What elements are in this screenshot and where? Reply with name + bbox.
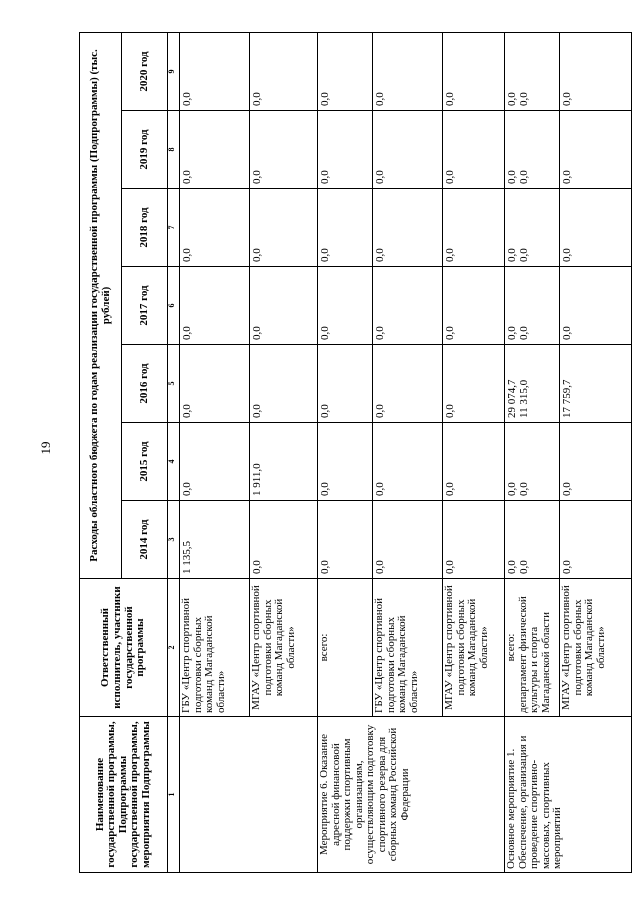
value-text: 0,0 bbox=[319, 326, 331, 340]
value-cell bbox=[373, 111, 443, 189]
value-text: 0,0 bbox=[506, 326, 518, 340]
column-number: 5 bbox=[168, 345, 180, 423]
value-text: 0,0 bbox=[251, 170, 263, 184]
value-text: 0,0 bbox=[319, 482, 331, 496]
column-number: 2 bbox=[168, 579, 180, 717]
header-year: 2019 год bbox=[122, 111, 168, 189]
executor-cell bbox=[560, 579, 632, 717]
value-cell bbox=[250, 189, 318, 267]
value-cell bbox=[505, 501, 560, 579]
value-text: 0,0 bbox=[506, 560, 518, 574]
value-text: 0,0 bbox=[518, 170, 530, 184]
value-text: 0,0 bbox=[319, 92, 331, 106]
value-cell bbox=[560, 501, 632, 579]
value-text: 0,0 bbox=[444, 326, 456, 340]
budget-table bbox=[79, 32, 632, 873]
value-cell bbox=[180, 267, 250, 345]
value-cell bbox=[505, 32, 560, 110]
value-text: 0,0 bbox=[518, 482, 530, 496]
value-text: 0,0 bbox=[561, 170, 573, 184]
executor-name: всего: bbox=[318, 633, 330, 662]
value-cell bbox=[505, 267, 560, 345]
header-year: 2018 год bbox=[122, 189, 168, 267]
value-text: 0,0 bbox=[561, 482, 573, 496]
value-cell bbox=[318, 189, 373, 267]
value-text: 0,0 bbox=[251, 560, 263, 574]
value-cell bbox=[180, 111, 250, 189]
value-cell bbox=[250, 501, 318, 579]
value-text: 0,0 bbox=[319, 248, 331, 262]
value-cell bbox=[373, 267, 443, 345]
value-cell bbox=[443, 501, 505, 579]
value-cell bbox=[250, 32, 318, 110]
value-text: 0,0 bbox=[561, 326, 573, 340]
value-text: 0,0 bbox=[444, 404, 456, 418]
value-cell bbox=[250, 423, 318, 501]
value-cell bbox=[443, 189, 505, 267]
value-cell bbox=[250, 345, 318, 423]
value-cell bbox=[443, 423, 505, 501]
value-text: 17 759,7 bbox=[561, 379, 573, 418]
value-text: 29 074,7 bbox=[506, 379, 518, 418]
value-text: 1 135,5 bbox=[181, 541, 193, 574]
value-cell bbox=[318, 345, 373, 423]
value-cell bbox=[250, 111, 318, 189]
value-cell bbox=[373, 189, 443, 267]
page-number: 19 bbox=[38, 441, 53, 455]
value-text: 0,0 bbox=[444, 92, 456, 106]
executor-name: ГБУ «Центр спортивной подготовки сборных команд Магаданской области» bbox=[180, 597, 227, 713]
executor-name: всего: bbox=[505, 633, 517, 662]
value-text: 0,0 bbox=[561, 92, 573, 106]
column-number: 3 bbox=[168, 501, 180, 579]
header-program-name: Наименование государственной программы, Подпрограммы государственной программы, мероприятия Подпрограммы bbox=[80, 717, 168, 873]
value-text: 0,0 bbox=[374, 170, 386, 184]
value-text: 0,0 bbox=[319, 560, 331, 574]
value-cell bbox=[560, 32, 632, 110]
header-year: 2015 год bbox=[122, 423, 168, 501]
value-cell bbox=[180, 501, 250, 579]
value-text: 0,0 bbox=[518, 560, 530, 574]
value-text: 1 911,0 bbox=[251, 463, 263, 496]
executor-name: МГАУ «Центр спортивной подготовки сборных команд Магаданской области» bbox=[443, 585, 490, 710]
value-text: 0,0 bbox=[181, 92, 193, 106]
value-cell bbox=[180, 189, 250, 267]
value-text: 0,0 bbox=[444, 170, 456, 184]
value-text: 0,0 bbox=[181, 248, 193, 262]
value-cell bbox=[318, 423, 373, 501]
value-cell bbox=[180, 423, 250, 501]
value-text: 0,0 bbox=[374, 482, 386, 496]
value-text: 0,0 bbox=[251, 326, 263, 340]
column-number: 7 bbox=[168, 189, 180, 267]
value-cell bbox=[443, 32, 505, 110]
executor-name: ГБУ «Центр спортивной подготовки сборных команд Магаданской области» bbox=[373, 597, 420, 713]
value-cell bbox=[318, 32, 373, 110]
table-row bbox=[318, 32, 373, 872]
program-name-cell: Мероприятие 6. Оказание адресной финансовой поддержки спортивным организациям, осуществляющим подготовку спортивного резерва для сборных команд Российской Федерации bbox=[318, 717, 505, 873]
value-text: 0,0 bbox=[251, 248, 263, 262]
value-text: 0,0 bbox=[506, 92, 518, 106]
value-text: 0,0 bbox=[374, 92, 386, 106]
value-text: 0,0 bbox=[561, 248, 573, 262]
value-cell bbox=[560, 267, 632, 345]
value-text: 11 315,0 bbox=[518, 379, 530, 418]
value-text: 0,0 bbox=[181, 170, 193, 184]
value-text: 0,0 bbox=[374, 560, 386, 574]
column-number: 8 bbox=[168, 111, 180, 189]
value-cell bbox=[505, 111, 560, 189]
table-row bbox=[180, 32, 250, 872]
column-number: 4 bbox=[168, 423, 180, 501]
executor-name: МГАУ «Центр спортивной подготовки сборных команд Магаданской области» bbox=[250, 585, 297, 710]
value-text: 0,0 bbox=[518, 326, 530, 340]
value-text: 0,0 bbox=[561, 560, 573, 574]
value-cell bbox=[560, 189, 632, 267]
value-cell bbox=[560, 423, 632, 501]
executor-cell bbox=[180, 579, 250, 717]
header-year: 2020 год bbox=[122, 32, 168, 110]
column-number: 9 bbox=[168, 32, 180, 110]
header-executor: Ответственный исполнитель, участники государственной программы bbox=[80, 579, 168, 717]
value-text: 0,0 bbox=[319, 170, 331, 184]
value-cell bbox=[505, 345, 560, 423]
value-text: 0,0 bbox=[319, 404, 331, 418]
column-number: 6 bbox=[168, 267, 180, 345]
value-cell bbox=[560, 345, 632, 423]
value-text: 0,0 bbox=[374, 326, 386, 340]
value-text: 0,0 bbox=[506, 170, 518, 184]
value-text: 0,0 bbox=[506, 482, 518, 496]
value-cell bbox=[373, 501, 443, 579]
value-cell bbox=[560, 111, 632, 189]
value-text: 0,0 bbox=[181, 404, 193, 418]
value-text: 0,0 bbox=[181, 482, 193, 496]
rotated-table-page bbox=[79, 33, 607, 873]
value-cell bbox=[180, 345, 250, 423]
value-text: 0,0 bbox=[444, 482, 456, 496]
program-name-cell bbox=[180, 717, 318, 873]
value-cell bbox=[250, 267, 318, 345]
value-cell bbox=[443, 267, 505, 345]
value-text: 0,0 bbox=[181, 326, 193, 340]
value-text: 0,0 bbox=[374, 404, 386, 418]
executor-cell bbox=[250, 579, 318, 717]
table-row bbox=[505, 32, 560, 872]
value-text: 0,0 bbox=[506, 248, 518, 262]
value-cell bbox=[443, 345, 505, 423]
executor-cell bbox=[443, 579, 505, 717]
header-year: 2014 год bbox=[122, 501, 168, 579]
column-number: 1 bbox=[168, 717, 180, 873]
value-cell bbox=[443, 111, 505, 189]
value-text: 0,0 bbox=[444, 248, 456, 262]
value-text: 0,0 bbox=[518, 92, 530, 106]
value-cell bbox=[505, 423, 560, 501]
value-cell bbox=[373, 32, 443, 110]
value-cell bbox=[373, 345, 443, 423]
executor-name: департамент физической культуры и спорта Магаданской области bbox=[516, 596, 552, 713]
value-cell bbox=[180, 32, 250, 110]
value-text: 0,0 bbox=[374, 248, 386, 262]
executor-name: МГАУ «Центр спортивной подготовки сборных команд Магаданской области» bbox=[560, 585, 607, 710]
value-cell bbox=[505, 189, 560, 267]
value-cell bbox=[373, 423, 443, 501]
value-text: 0,0 bbox=[518, 248, 530, 262]
value-cell bbox=[318, 111, 373, 189]
executor-cell bbox=[373, 579, 443, 717]
value-text: 0,0 bbox=[444, 560, 456, 574]
value-cell bbox=[318, 267, 373, 345]
value-cell bbox=[318, 501, 373, 579]
value-text: 0,0 bbox=[251, 92, 263, 106]
header-year: 2017 год bbox=[122, 267, 168, 345]
header-expenses: Расходы областного бюджета по годам реализации государственной программы (Подпрограммы) (тыс. рублей) bbox=[80, 32, 122, 578]
executor-cell bbox=[318, 579, 373, 717]
value-text: 0,0 bbox=[251, 404, 263, 418]
program-name-cell: Основное мероприятие 1. Обеспечение, организация и проведение спортивно-массовых, спортивных мероприятий bbox=[505, 717, 632, 873]
executor-cell bbox=[505, 579, 560, 717]
header-year: 2016 год bbox=[122, 345, 168, 423]
